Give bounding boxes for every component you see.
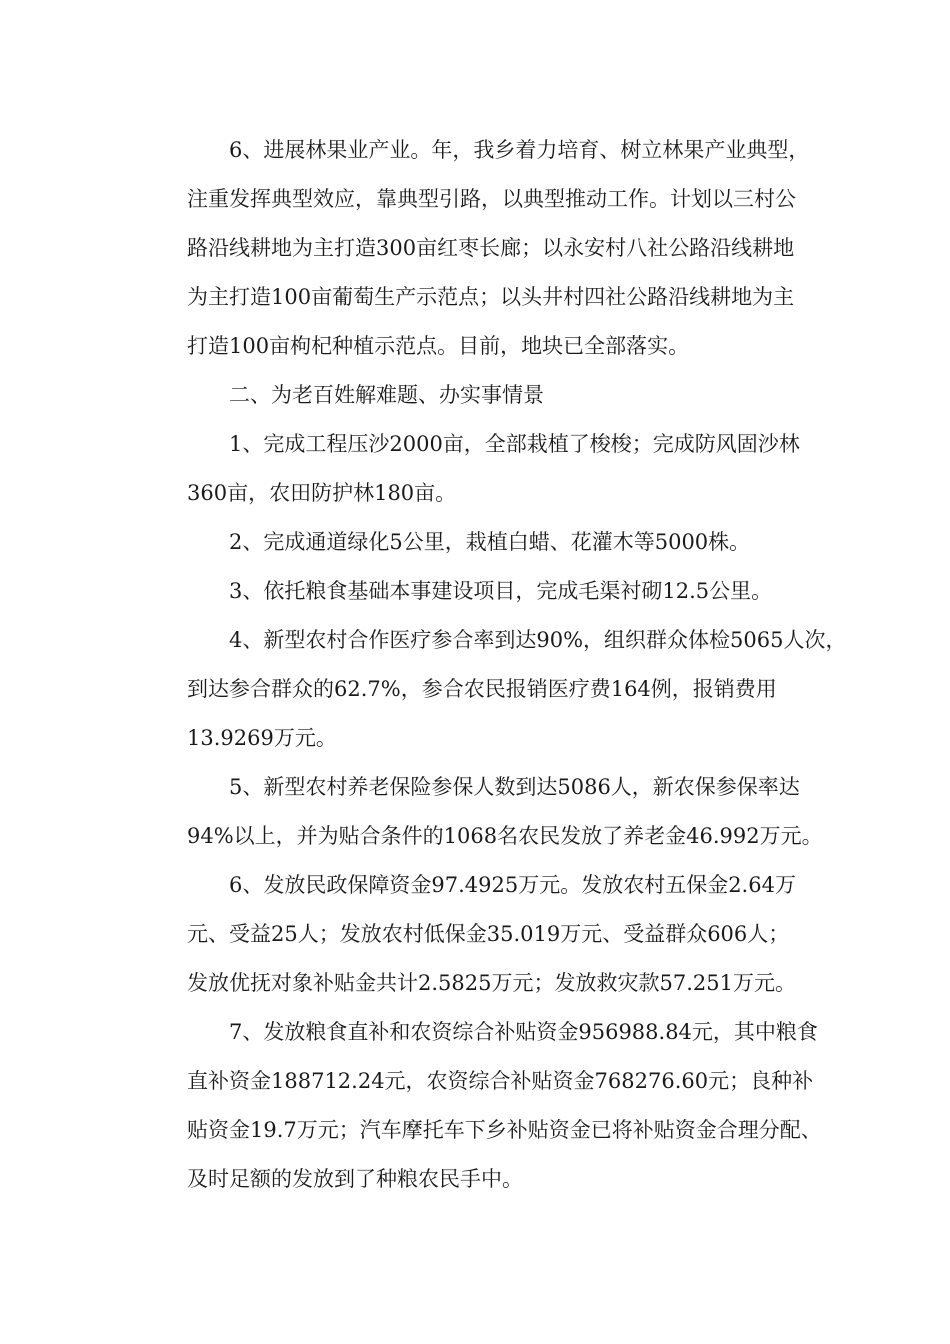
paragraph-item-7 bbox=[145, 1008, 822, 1204]
paragraph-item-4 bbox=[145, 616, 847, 763]
text-line: 发放优抚对象补贴金共计2.5825万元；发放救灾款57.251万元。 bbox=[187, 971, 796, 995]
text-line: 为主打造100亩葡萄生产示范点；以头井村四社公路沿线耕地为主 bbox=[187, 285, 795, 309]
text-line: 1、完成工程压沙2000亩，全部栽植了梭梭；完成防风固沙林 bbox=[229, 432, 800, 456]
text-line: 5、新型农村养老保险参保人数到达5086人，新农保参保率达 bbox=[229, 775, 800, 799]
text-line: 路沿线耕地为主打造300亩红枣长廊；以永安村八社公路沿线耕地 bbox=[187, 236, 795, 260]
paragraph-item-3 bbox=[145, 567, 813, 616]
text-line: 元、受益25人；发放农村低保金35.019万元、受益群众606人； bbox=[187, 922, 790, 946]
paragraph-item-2 bbox=[145, 518, 813, 567]
text-line: 360亩，农田防护林180亩。 bbox=[187, 481, 457, 505]
paragraph-item-6 bbox=[145, 861, 813, 1008]
text-line: 94%以上，并为贴合条件的1068名农民发放了养老金46.992万元。 bbox=[187, 824, 823, 848]
document-body bbox=[145, 126, 847, 1204]
text-line: 及时足额的发放到了种粮农民手中。 bbox=[187, 1167, 523, 1191]
text-line: 注重发挥典型效应，靠典型引路，以典型推动工作。计划以三村公 bbox=[187, 187, 796, 211]
text-line: 3、依托粮食基础本事建设项目，完成毛渠衬砌12.5公里。 bbox=[229, 579, 773, 603]
text-line: 到达参合群众的62.7%，参合农民报销医疗费164例，报销费用 bbox=[187, 677, 777, 701]
paragraph-forestry-industry bbox=[145, 126, 813, 371]
text-line: 7、发放粮食直补和农资综合补贴资金956988.84元，其中粮食 bbox=[229, 1020, 818, 1044]
text-line: 2、完成通道绿化5公里，栽植白蜡、花灌木等5000株。 bbox=[229, 530, 751, 554]
text-line: 4、新型农村合作医疗参合率到达90%，组织群众体检5065人次， bbox=[229, 628, 847, 652]
section-heading bbox=[145, 371, 813, 420]
text-line: 贴资金19.7万元；汽车摩托车下乡补贴资金已将补贴资金合理分配、 bbox=[187, 1118, 822, 1142]
text-line: 直补资金188712.24元，农资综合补贴资金768276.60元；良种补 bbox=[187, 1069, 814, 1093]
heading-text: 二、为老百姓解难题、办实事情景 bbox=[229, 383, 544, 407]
text-line: 打造100亩枸杞种植示范点。目前，地块已全部落实。 bbox=[187, 334, 690, 358]
text-line: 6、发放民政保障资金97.4925万元。发放农村五保金2.64万 bbox=[229, 873, 796, 897]
text-line: 13.9269万元。 bbox=[187, 726, 337, 750]
paragraph-item-1 bbox=[145, 420, 813, 518]
paragraph-item-5 bbox=[145, 763, 823, 861]
text-line: 6、进展林果业产业。年，我乡着力培育、树立林果产业典型， bbox=[229, 138, 810, 162]
